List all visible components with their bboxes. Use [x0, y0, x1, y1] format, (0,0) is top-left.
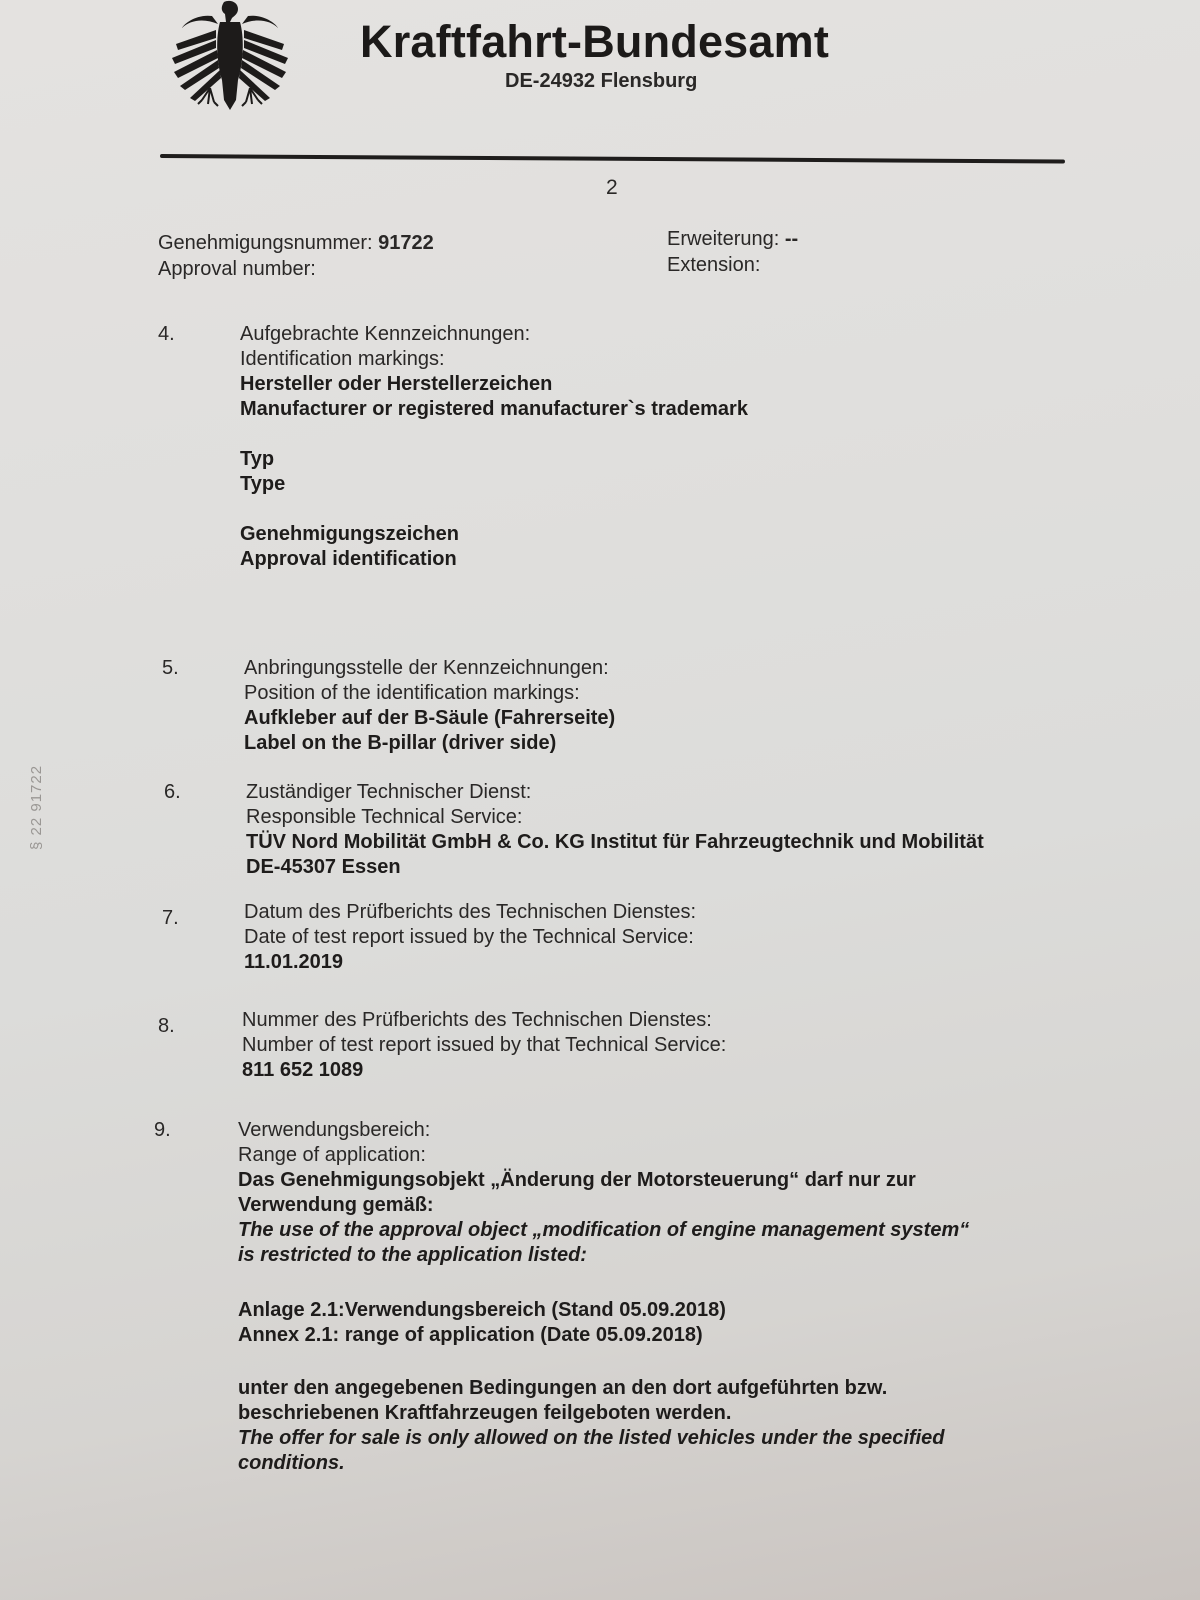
- extension-value: --: [784, 228, 799, 250]
- section-number: 4.: [158, 323, 175, 345]
- marking-position-de: Aufkleber auf der B-Säule (Fahrerseite): [244, 707, 616, 729]
- annex-reference-en: Annex 2.1: range of application (Date 05.09.2018): [238, 1324, 703, 1346]
- technical-service-address: DE-45307 Essen: [246, 856, 401, 878]
- section-number: 5.: [162, 657, 179, 679]
- section-number: 9.: [154, 1119, 171, 1141]
- section-label-de: Anbringungsstelle der Kennzeichnungen:: [244, 657, 609, 679]
- section-number: 6.: [164, 781, 181, 803]
- application-text-de-2: Verwendung gemäß:: [238, 1194, 434, 1216]
- section-label-de: Zuständiger Technischer Dienst:: [246, 781, 532, 803]
- test-report-date: 11.01.2019: [244, 951, 343, 973]
- section-number: 7.: [162, 907, 179, 929]
- page-number: 2: [606, 176, 618, 199]
- application-text-de-1: Das Genehmigungsobjekt „Änderung der Motorsteuerung“ darf nur zur: [238, 1169, 916, 1191]
- test-report-number: 811 652 1089: [242, 1059, 364, 1081]
- section-label-en: Range of application:: [238, 1144, 426, 1166]
- header-divider: [160, 154, 1065, 164]
- section-label-de: Nummer des Prüfberichts des Technischen Dienstes:: [242, 1009, 712, 1031]
- marking-manufacturer-de: Hersteller oder Herstellerzeichen: [240, 373, 553, 395]
- section-label-en: Number of test report issued by that Technical Service:: [242, 1034, 727, 1056]
- section-label-de: Aufgebrachte Kennzeichnungen:: [240, 323, 531, 345]
- marking-manufacturer-en: Manufacturer or registered manufacturer`s trademark: [240, 398, 748, 420]
- federal-eagle-icon: [168, 0, 292, 116]
- organization-title: Kraftfahrt-Bundesamt: [360, 16, 830, 67]
- side-stamp: § 22 91722: [28, 764, 45, 850]
- application-text-en-2: is restricted to the application listed:: [238, 1244, 587, 1266]
- conditions-text-de-2: beschriebenen Kraftfahrzeugen feilgeboten werden.: [238, 1402, 732, 1424]
- marking-approval-de: Genehmigungszeichen: [240, 523, 459, 545]
- conditions-text-de-1: unter den angegebenen Bedingungen an den dort aufgeführten bzw.: [238, 1377, 888, 1399]
- marking-type-en: Type: [240, 473, 286, 495]
- section-label-en: Identification markings:: [240, 348, 445, 370]
- section-label-en: Responsible Technical Service:: [246, 806, 523, 828]
- technical-service-name: TÜV Nord Mobilität GmbH & Co. KG Institut für Fahrzeugtechnik und Mobilität: [246, 831, 984, 853]
- section-label-en: Position of the identification markings:: [244, 682, 580, 704]
- extension-block: [667, 226, 798, 278]
- approval-number-block: [158, 230, 434, 282]
- section-number: 8.: [158, 1015, 175, 1037]
- extension-label-de: Erweiterung:: [667, 228, 780, 250]
- conditions-text-en-1: The offer for sale is only allowed on the listed vehicles under the specified: [238, 1427, 945, 1449]
- marking-type-de: Typ: [240, 448, 275, 470]
- application-text-en-1: The use of the approval object „modification of engine management system“: [238, 1219, 970, 1241]
- approval-number-value: 91722: [378, 232, 434, 254]
- marking-approval-en: Approval identification: [240, 548, 457, 570]
- conditions-text-en-2: conditions.: [238, 1452, 345, 1474]
- annex-reference-de: Anlage 2.1:Verwendungsbereich (Stand 05.09.2018): [238, 1299, 726, 1321]
- section-label-en: Date of test report issued by the Technical Service:: [244, 926, 694, 948]
- approval-number-label-de: Genehmigungsnummer:: [158, 232, 373, 254]
- approval-number-label-en: Approval number:: [158, 258, 316, 280]
- extension-label-en: Extension:: [667, 254, 761, 276]
- organization-address: DE-24932 Flensburg: [505, 70, 698, 92]
- marking-position-en: Label on the B-pillar (driver side): [244, 732, 557, 754]
- section-label-de: Verwendungsbereich:: [238, 1119, 431, 1141]
- section-label-de: Datum des Prüfberichts des Technischen Dienstes:: [244, 901, 697, 923]
